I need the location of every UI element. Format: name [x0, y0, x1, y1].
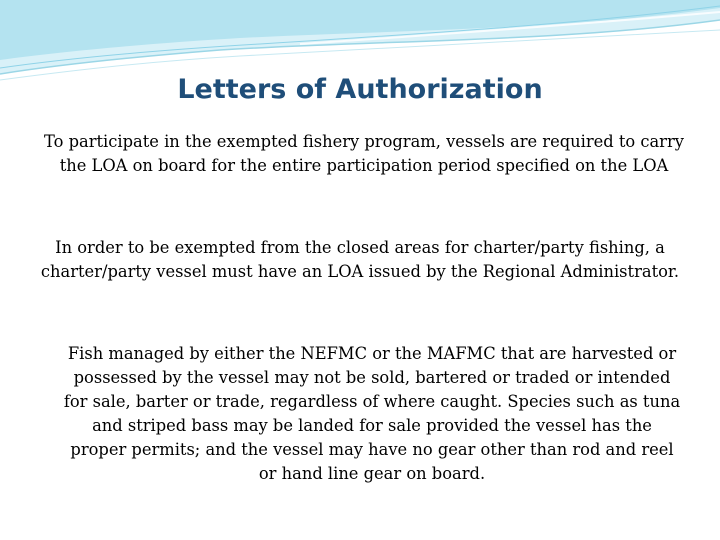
- paragraph-sale-restrictions: Fish managed by either the NEFMC or the MAFMC that are harvested or possessed by the vessel may not be sold, bartered or traded or intended for sale, barter or trade, regardless of where caught. Species such as tuna and striped bass may be landed for sale provided the vessel has the proper permits; and the vessel may have no gear other than rod and reel or hand line gear on board.: [63, 344, 681, 483]
- slide-title: Letters of Authorization: [177, 74, 543, 105]
- paragraph-loa-requirement: To participate in the exempted fishery program, vessels are required to carry the LOA on board for the entire participation period specified on the LOA: [44, 132, 684, 175]
- paragraph-closed-areas-exemption: In order to be exempted from the closed areas for charter/party fishing, a charter/party vessel must have an LOA issued by the Regional Administrator.: [40, 238, 680, 281]
